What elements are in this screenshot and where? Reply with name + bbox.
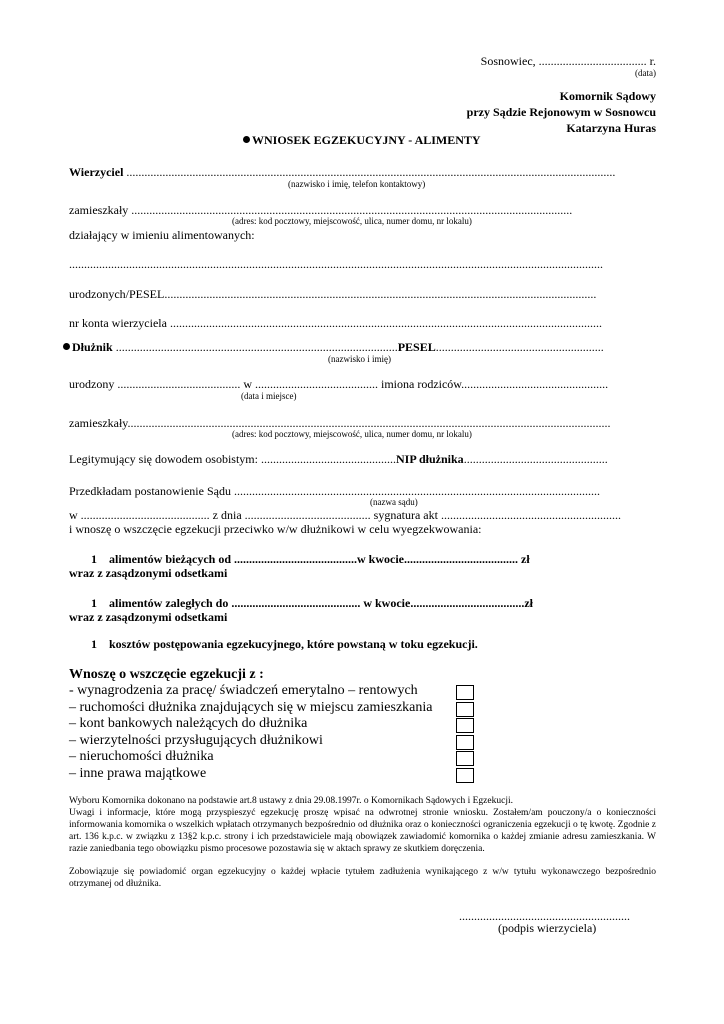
- enforcement-item-movables: – ruchomości dłużnika znajdujących się w miejscu zamieszkania: [69, 700, 433, 715]
- creditor-account-field[interactable]: nr konta wierzyciela ................................................................................................................................................: [69, 316, 602, 330]
- court-caption: (nazwa sądu): [370, 497, 418, 507]
- claim-interest-text: wraz z zasądzonymi odsetkami: [69, 610, 228, 624]
- place-date-field[interactable]: Sosnowiec, .................................... r.: [480, 54, 656, 68]
- claim-number: 1: [91, 552, 97, 566]
- addressee-line-3: Katarzyna Huras: [566, 121, 656, 135]
- claim-text: alimentów zaległych do ...........................................: [109, 596, 364, 610]
- claim-text: alimentów bieżących od .........................................: [109, 552, 357, 566]
- bullet-icon: [243, 136, 250, 143]
- debtor-born-field[interactable]: urodzony ......................................... w ......................................... imiona rodziców.................................................: [69, 377, 609, 391]
- enforcement-heading: Wnoszę o wszczęcie egzekucji z :: [69, 667, 264, 682]
- claim-amount-label: w kwocie: [357, 552, 404, 566]
- note-bailiff-choice: Wyboru Komornika dokonano na podstawie art.8 ustawy z dnia 29.08.1997r. o Komornikach Sądowych i Egzekucji.: [69, 796, 513, 806]
- addressee-line-1: Komornik Sądowy: [559, 89, 656, 103]
- claim-current-alimony-field[interactable]: [91, 552, 530, 566]
- date-caption: (data): [635, 68, 656, 78]
- checkbox-salary[interactable]: [456, 685, 474, 700]
- checkbox-receivables[interactable]: [456, 735, 474, 750]
- checkbox-other-rights[interactable]: [456, 768, 474, 783]
- checkbox-real-estate[interactable]: [456, 751, 474, 766]
- ruling-request-text: i wnoszę o wszczęcie egzekucji przeciwko w/w dłużnikowi w celu wyegzekwowania:: [69, 522, 482, 536]
- creditor-dots: ...................................................................................................................................................................: [126, 165, 616, 179]
- debtor-dots: ..............................................................................................: [112, 340, 398, 354]
- court-field[interactable]: Przedkładam postanowienie Sądu ..........................................................................................................................: [69, 484, 600, 498]
- debtor-label: Dłużnik: [72, 340, 113, 354]
- signature-caption: (podpis wierzyciela): [498, 921, 597, 935]
- debtor-caption: (nazwisko i imię): [328, 354, 391, 364]
- checkbox-movables[interactable]: [456, 702, 474, 717]
- bullet-icon: [63, 343, 70, 350]
- debtor-pesel-label: PESEL: [397, 340, 436, 354]
- signature-field[interactable]: .........................................................: [459, 909, 630, 923]
- beneficiaries-born-pesel-field[interactable]: urodzonych/PESEL................................................................................................................................................: [69, 287, 597, 301]
- creditor-residence-caption: (adres: kod pocztowy, miejscowość, ulica, numer domu, nr lokalu): [232, 216, 472, 226]
- debtor-nip-label: NIP dłużnika: [395, 452, 464, 466]
- creditor-caption: (nazwisko i imię, telefon kontaktowy): [288, 179, 426, 189]
- claim-amount-dots: ...................................... zł: [404, 552, 530, 566]
- debtor-nip-dots: ................................................: [463, 452, 608, 466]
- claim-number: 1: [91, 637, 97, 651]
- claim-number: 1: [91, 596, 97, 610]
- claim-interest-text: wraz z zasądzonymi odsetkami: [69, 566, 228, 580]
- claim-arrears-field[interactable]: [91, 596, 533, 610]
- document-title-row: [243, 133, 481, 147]
- debtor-residence-field[interactable]: zamieszkały.................................................................................................................................................................: [69, 416, 611, 430]
- debtor-residence-caption: (adres: kod pocztowy, miejscowość, ulica, numer domu, nr lokalu): [232, 429, 472, 439]
- note-information: Uwagi i informacje, które mogą przyspieszyć egzekucję proszę wpisać na odwrotnej stronie wniosku. Zostałem/am pouczony/a o konieczności informowania komornika o wszelkich wpłatach otrzymanych bezpośrednio od dłużnika oraz o konieczności ograniczenia egzekucji o tę kwotę. Zgodnie z art. 136 k.p.c. w związku z 13§2 k.p.c. strony i ich przedstawiciele mają obowiązek zawiadomić komornika o każdej zmianie adresu zamieszkania. W razie zaniedbania tego obowiązku pismo procesowe pozostawia się w aktach sprawy ze skutkiem doręczenia.: [69, 808, 656, 854]
- acting-label: działający w imieniu alimentowanych:: [69, 228, 255, 242]
- document-title: WNIOSEK EGZEKUCYJNY - ALIMENTY: [252, 133, 481, 147]
- claim-costs-text: [91, 637, 478, 651]
- creditor-name-field[interactable]: [69, 165, 615, 179]
- enforcement-item-receivables: – wierzytelności przysługujących dłużnikowi: [69, 733, 323, 748]
- debtor-born-caption: (data i miejsce): [241, 391, 297, 401]
- enforcement-item-salary: - wynagrodzenia za pracę/ świadczeń emerytalno – rentowych: [69, 683, 418, 698]
- ruling-date-signature-field[interactable]: w ........................................... z dnia .......................................... sygnatura akt ............................................................: [69, 508, 621, 522]
- claim-text: kosztów postępowania egzekucyjnego, które powstaną w toku egzekucji.: [109, 637, 478, 651]
- claim-amount-dots: ......................................zł: [410, 596, 533, 610]
- checkbox-bank-accounts[interactable]: [456, 718, 474, 733]
- debtor-pesel-dots: ........................................................: [435, 340, 604, 354]
- debtor-name-field[interactable]: [63, 340, 604, 354]
- debtor-id-nip-field[interactable]: [69, 452, 608, 466]
- debtor-id-doc: Legitymujący się dowodem osobistym: .............................................: [69, 452, 396, 466]
- enforcement-item-real-estate: – nieruchomości dłużnika: [69, 749, 214, 764]
- enforcement-item-other-rights: – inne prawa majątkowe: [69, 766, 207, 781]
- beneficiaries-field[interactable]: ..................................................................................................................................................................................: [69, 257, 603, 271]
- creditor-label: Wierzyciel: [69, 165, 124, 179]
- creditor-residence-field[interactable]: zamieszkały ...................................................................................................................................................: [69, 203, 573, 217]
- claim-amount-label: w kwocie: [363, 596, 411, 610]
- note-obligation: Zobowiązuje się powiadomić organ egzekucyjny o każdej wpłacie tytułem zadłużenia wynikającego z w/w tytułu wykonawczego bezpośrednio otrzymanej od dłużnika.: [69, 867, 656, 889]
- addressee-line-2: przy Sądzie Rejonowym w Sosnowcu: [466, 105, 656, 119]
- enforcement-item-bank-accounts: – kont bankowych należących do dłużnika: [69, 716, 308, 731]
